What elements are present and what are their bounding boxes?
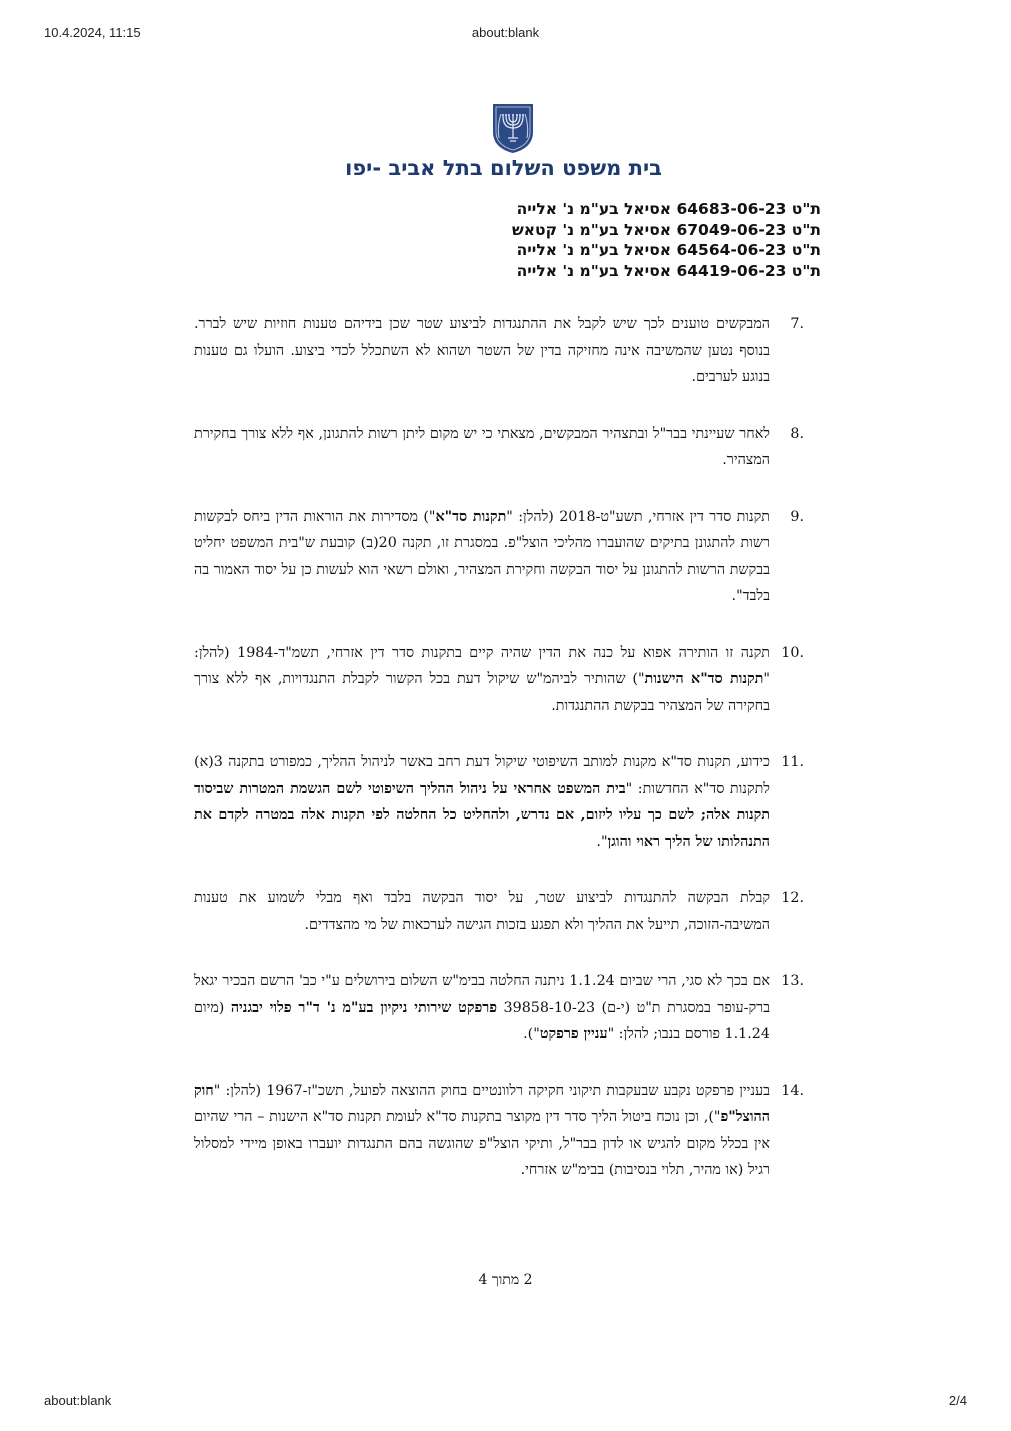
paragraph-12: [194, 885, 804, 938]
paragraph-number: 9.: [790, 508, 804, 525]
defined-term: חוק ההוצל"פ: [194, 1082, 770, 1125]
paragraph-13: [194, 968, 804, 1048]
paragraph-9: [194, 504, 804, 610]
browser-print-header: [0, 25, 1011, 41]
paragraph-text: בעניין פרפקט נקבע שבעקבות תיקוני חקיקה רלוונטיים בחוק ההוצאה לפועל, תשכ"ז-1967 (להלן: ": [213, 1082, 770, 1099]
paragraph-8: [194, 421, 804, 474]
page-count: 2 מתוך 4: [478, 1272, 533, 1288]
print-page-number: 2/4: [948, 1393, 967, 1408]
decision-body: [194, 311, 804, 1184]
paragraph-text: תקנות סדר דין אזרחי, תשע"ט-2018 (להלן: ": [506, 508, 770, 525]
defined-term: תקנות סד"א: [435, 508, 507, 525]
paragraph-number: 12.: [781, 890, 804, 906]
paragraph-number: 11.: [781, 754, 804, 770]
defined-term: עניין פרפקט: [539, 1026, 608, 1042]
paragraph-number: 13.: [781, 973, 804, 989]
print-url: about:blank: [44, 1393, 112, 1408]
paragraph-text: ") מסדירות את הוראות הדין ביחס לבקשות רשות להתגונן בתיקים שהועברו מהליכי הוצל"פ. במסגרת זו, תקנה 20(ב) קובעת ש"בית המשפט יחליט בבקשת הרשות להתגונן על יסוד הבקשה וחקירת המצהיר, ואולם רשאי הוא לעשות כן על יסוד האמור בה בלבד".: [194, 508, 770, 604]
paragraph-number: 14.: [781, 1082, 804, 1099]
israel-state-emblem-icon: [489, 102, 537, 154]
case-citation: פרפקט שירותי ניקיון בע"מ נ' ד"ר פלוי יבגניה: [230, 999, 498, 1016]
case-number-line: ת"ט 64683-06-23 אסיאל בע"מ נ' אלייה: [516, 200, 821, 218]
print-page-title: about:blank: [471, 25, 540, 40]
paragraph-text: המבקשים טוענים לכך שיש לקבל את ההתנגדות לביצוע שטר שכן בידיהם טענות חוזיות שיש לברר. בנוסף נטען שהמשיבה אינה מחזיקה בדין של השטר ושהוא לא השתכלל לכדי ביצוע. הועלו גם טענות בנוגע לערבים.: [194, 316, 770, 385]
paragraph-text: קבלת הבקשה להתנגדות לביצוע שטר, על יסוד הבקשה בלבד ואף מבלי לשמוע את טענות המשיבה-הזוכה, תייעל את ההליך ולא תפגע בזכות הגישה לערכאות של מי מהצדדים.: [194, 890, 770, 933]
browser-print-footer: [0, 1393, 1011, 1409]
paragraph-10: [194, 640, 804, 720]
case-number-list: [440, 199, 821, 281]
paragraph-text: תקנה זו הותירה אפוא על כנה את הדין שהיה קיים בתקנות סדר דין אזרחי, תשמ"ד-1984 (להלן: ": [194, 644, 770, 687]
court-title: בית משפט השלום בתל אביב -יפו: [345, 156, 662, 180]
paragraph-text: ").: [523, 1026, 540, 1042]
case-number-line: ת"ט 64564-06-23 אסיאל בע"מ נ' אלייה: [516, 241, 821, 259]
paragraph-number: 10.: [781, 644, 804, 661]
paragraph-text: כידוע, תקנות סד"א מקנות למותב השיפוטי שיקול דעת רחב באשר לניהול ההליך, כמפורט בתקנה 3(א) לתקנות סד"א החדשות: ": [194, 754, 770, 797]
case-number-line: ת"ט 64419-06-23 אסיאל בע"מ נ' אלייה: [516, 261, 821, 280]
case-number-line: ת"ט 67049-06-23 אסיאל בע"מ נ' קטאש: [512, 220, 821, 239]
paragraph-number: 7.: [790, 316, 804, 332]
bold-quote: בית המשפט אחראי על ניהול ההליך השיפוטי לשם הגשמת המטרות שביסוד תקנות אלה; לשם כך עליו ליזום, אם נדרש, ולהחליט כל החלטה לפי תקנות אלה במטרה לקדם את התנהלותו של הליך ראוי והוגן: [194, 780, 770, 850]
paragraph-text: (מיום 1.1.24 פורסם בנבו; להלן: ": [194, 999, 770, 1042]
paragraph-text: לאחר שעיינתי בבר"ל ובתצהיר המבקשים, מצאתי כי יש מקום ליתן רשות להתגונן, אף ללא צורך בחקירת המצהיר.: [194, 425, 770, 468]
paragraph-text: "), וכן נוכח ביטול הליך סדר דין מקוצר בתקנות סד"א לעומת תקנות סד"א הישנות – הרי שהיום אין בכלל מקום להגיש או לדון בבר"ל, ותיקי הוצל"פ שהוגשה בהם התנגדות יועברו באופן מיידי למסלול רגיל (או מהיר, תלוי בנסיבות) בבימ"ש אזרחי.: [194, 1109, 770, 1178]
paragraph-11: [194, 749, 804, 855]
paragraph-text: ") שהותיר לביהמ"ש שיקול דעת בכל הקשור לקבלת התנגדויות, אף ללא צורך בחקירה של המצהיר בבקשת ההתנגדות.: [194, 671, 770, 714]
defined-term: תקנות סד"א הישנות: [644, 671, 764, 687]
print-datetime: 10.4.2024, 11:15: [44, 25, 141, 40]
paragraph-text: ".: [596, 833, 608, 850]
paragraph-14: [194, 1078, 804, 1184]
paragraph-number: 8.: [790, 425, 804, 442]
paragraph-7: [194, 311, 804, 391]
paragraph-text: אם בכך לא סגי, הרי שביום 1.1.24 ניתנה החלטה בבימ"ש השלום בירושלים ע"י כב' הרשם הבכיר יגאל ברק-עופר במסגרת ת"ט (י-ם) 39858-10-23: [194, 973, 771, 1016]
